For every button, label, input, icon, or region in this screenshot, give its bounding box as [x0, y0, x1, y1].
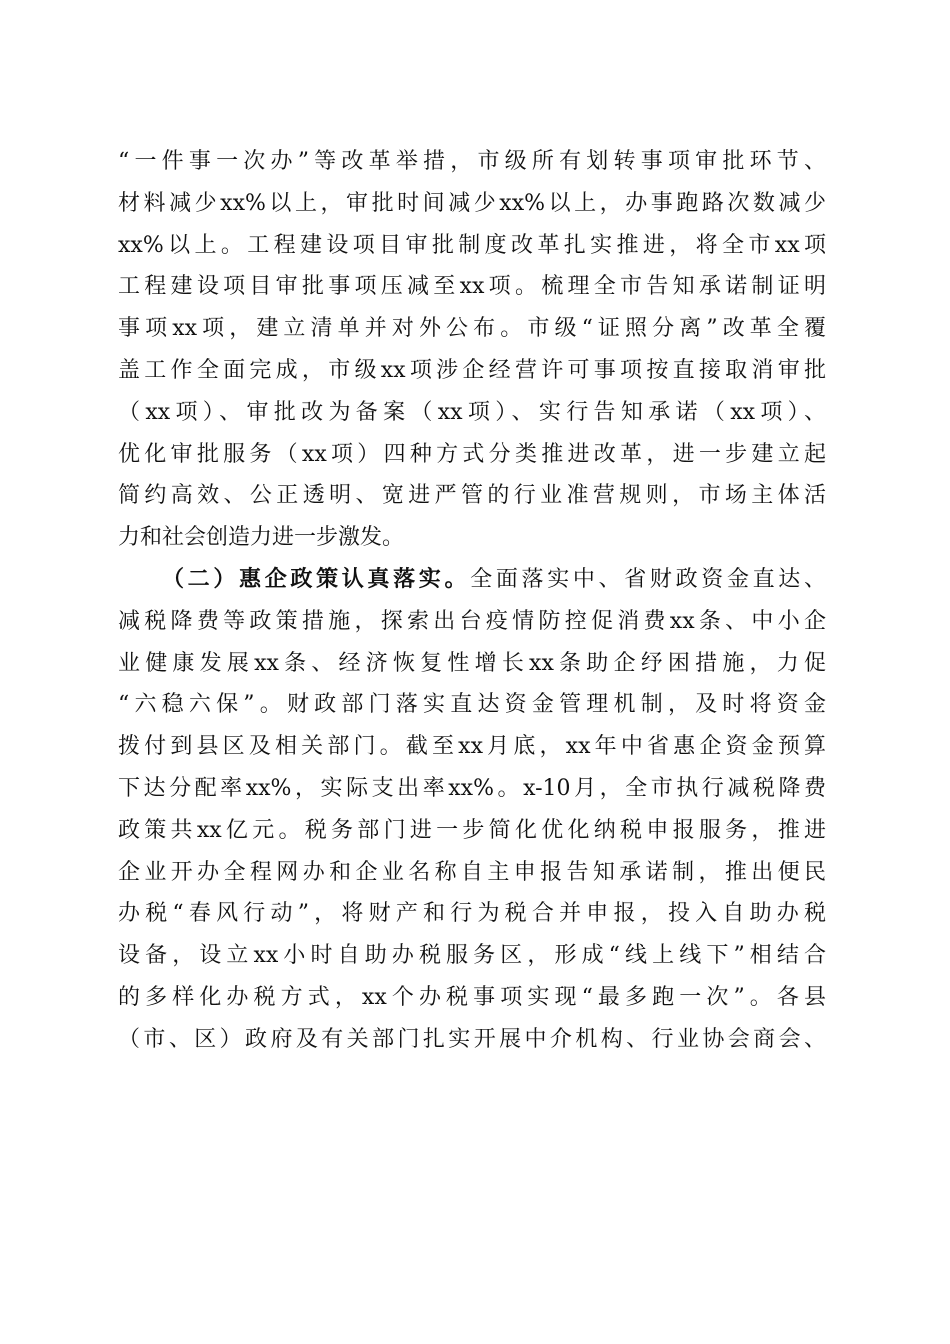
- text-line: 设备，设立xx小时自助办税服务区，形成“线上线下”相结合: [118, 943, 826, 969]
- text-line: 事项xx项，建立清单并对外公布。市级“证照分离”改革全覆: [118, 316, 826, 342]
- text-line: 工程建设项目审批事项压减至xx项。梳理全市告知承诺制证明: [118, 274, 826, 300]
- text-line: “六稳六保”。财政部门落实直达资金管理机制，及时将资金: [118, 692, 826, 718]
- text-line: 业健康发展xx条、经济恢复性增长xx条助企纾困措施，力促: [118, 650, 826, 676]
- text-line: 下达分配率xx%，实际支出率xx%。x-10月，全市执行减税降费: [118, 775, 826, 801]
- text-line: （市、区）政府及有关部门扎实开展中介机构、行业协会商会、: [118, 1026, 826, 1052]
- text-line: 优化审批服务（xx项）四种方式分类推进改革，进一步建立起: [118, 441, 826, 467]
- document-body: [118, 141, 826, 1061]
- text-line: 盖工作全面完成，市级xx项涉企经营许可事项按直接取消审批: [118, 357, 826, 383]
- text-line: 力和社会创造力进一步激发。: [118, 525, 405, 551]
- text-line: 的多样化办税方式，xx个办税事项实现“最多跑一次”。各县: [118, 984, 826, 1010]
- text-line: （xx项）、审批改为备案（xx项）、实行告知承诺（xx项）、: [118, 399, 826, 425]
- paragraph-2: [118, 559, 826, 1061]
- text-line: 材料减少xx%以上，审批时间减少xx%以上，办事跑路次数减少: [118, 190, 826, 216]
- text-line: xx%以上。工程建设项目审批制度改革扎实推进，将全市xx项: [118, 232, 826, 258]
- text-line: “一件事一次办”等改革举措，市级所有划转事项审批环节、: [118, 149, 826, 174]
- text-line: 企业开办全程网办和企业名称自主申报告知承诺制，推出便民: [118, 859, 826, 885]
- text-line-with-heading: [118, 559, 826, 601]
- text-line: 办税“春风行动”，将财产和行为税合并申报，投入自助办税: [118, 901, 826, 927]
- paragraph-1: [118, 141, 826, 559]
- text-line: 拨付到县区及相关部门。截至xx月底，xx年中省惠企资金预算: [118, 734, 826, 760]
- heading-line-text: 全面落实中、省财政资金直达、: [470, 566, 826, 592]
- text-line: 政策共xx亿元。税务部门进一步简化优化纳税申报服务，推进: [118, 817, 826, 843]
- text-line: 简约高效、公正透明、宽进严管的行业准营规则，市场主体活: [118, 483, 826, 509]
- text-line: 减税降费等政策措施，探索出台疫情防控促消费xx条、中小企: [118, 608, 826, 634]
- section-heading: （二）惠企政策认真落实。: [162, 565, 471, 592]
